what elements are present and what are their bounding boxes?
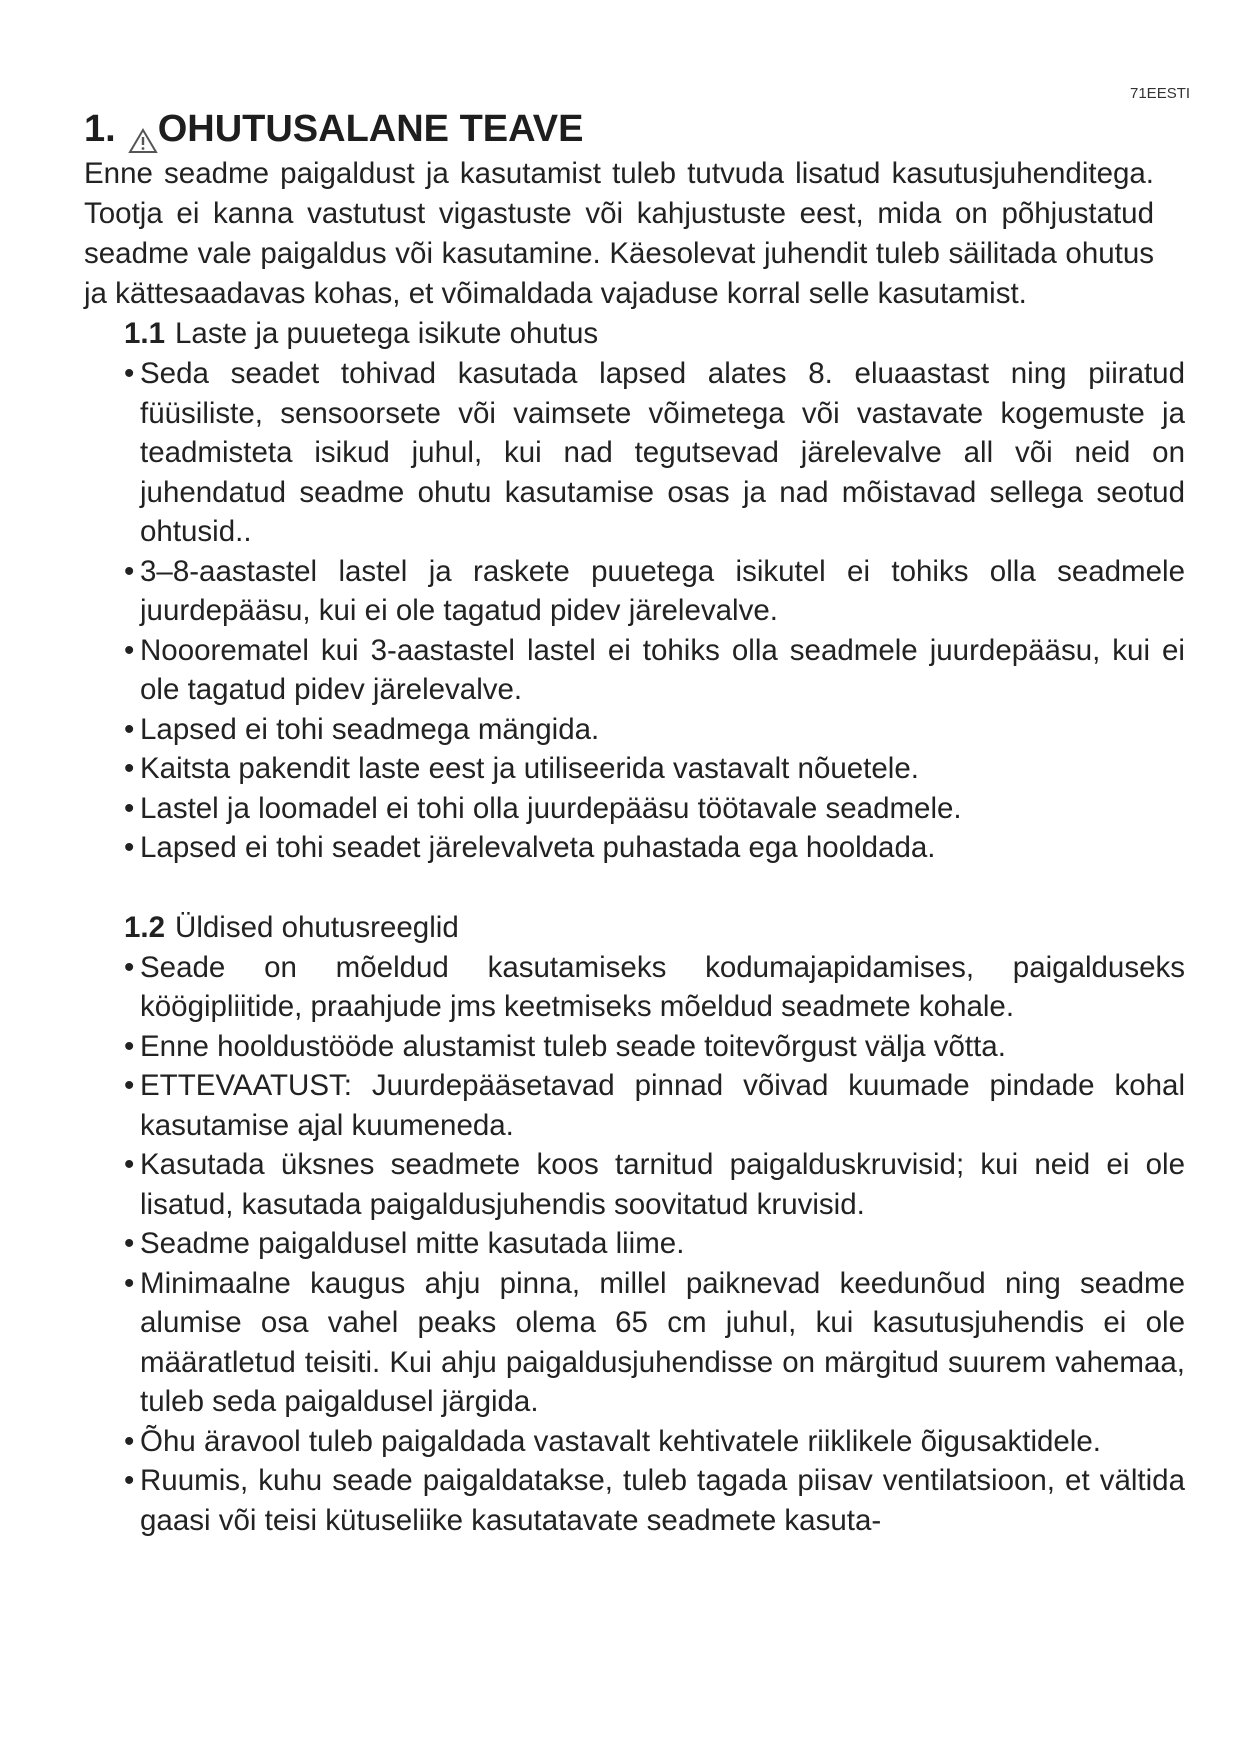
list-item: • ETTEVAATUST: Juurdepääsetavad pinnad võivad kuumade pindade kohal kasutamise ajal kuumeneda. (124, 1069, 1185, 1142)
section-child-safety (84, 314, 1184, 868)
list-item: • Seade on mõeldud kasutamiseks kodumajapidamises, paigalduseks köögipliitide, praahjude jms keetmiseks mõeldud seadmete kohale. (124, 950, 1185, 1023)
list-item: • Õhu äravool tuleb paigaldada vastavalt kehtivatele riiklikele õigusaktidele. (124, 1424, 1101, 1458)
list-item: • Kaitsta pakendit laste eest ja utiliseerida vastavalt nõuetele. (124, 752, 919, 785)
page-number: 71EESTI (1130, 85, 1191, 102)
section-title (84, 104, 1184, 154)
document-body (84, 104, 1184, 1540)
list-item: • Lapsed ei tohi seadmega mängida. (124, 712, 600, 746)
list-item: • Nooorematel kui 3-aastastel lastel ei tohiks olla seadmele juurdepääsu, kui ei ole tagatud pidev järelevalve. (124, 633, 1185, 706)
list-item: • Minimaalne kaugus ahju pinna, millel paiknevad keedunõud ning seadme alumise osa vahel peaks olema 65 cm juhul, kui kasutusjuhendis ei ole määratletud teisiti. Kui ahju paigaldusjuhendisse on märgitud suurem vahemaa, tuleb seda paigaldusel järgida. (124, 1266, 1185, 1418)
list-item: • 3–8-aastastel lastel ja raskete puuetega isikutel ei tohiks olla seadmele juurdepääsu, kui ei ole tagatud pidev järelevalve. (124, 554, 1185, 627)
intro-paragraph: Enne seadme paigaldust ja kasutamist tuleb tutvuda lisatud kasutusjuhenditega. Tootja ei kanna vastutust vigastuste või kahjustuste eest, mida on põhjustatud seadme vale paigaldus või kasutamine. Käesolevat juhendit tuleb säilitada ohutus ja kättesaadavas kohas, et võimaldada vajaduse korral selle kasutamist. (84, 157, 1154, 310)
subsection-heading (124, 908, 1184, 948)
list-item: • Ruumis, kuhu seade paigaldatakse, tuleb tagada piisav ventilatsioon, et vältida gaasi või teisi kütuseliike kasutatavate seadmete kasuta- (124, 1464, 1185, 1537)
section-title-number: 1. (84, 108, 116, 150)
list-item: • Lastel ja loomadel ei tohi olla juurdepääsu töötavale seadmele. (124, 791, 962, 825)
section-title-text: OHUTUSALANE TEAVE (157, 108, 584, 150)
subsection-number: 1.1 (124, 317, 166, 350)
subsection-number: 1.2 (124, 910, 166, 944)
warning-triangle-icon (128, 117, 158, 143)
bullet-list (124, 948, 1184, 1541)
list-item: • Kasutada üksnes seadmete koos tarnitud paigalduskruvisid; kui neid ei ole lisatud, kasutada paigaldusjuhendis soovitatud kruvisid. (124, 1148, 1185, 1221)
subsection-heading (124, 314, 1184, 354)
list-item: • Seda seadet tohivad kasutada lapsed alates 8. eluaastast ning piiratud füüsiliste, sensoorsete või vaimsete võimetega või vastavate kogemuste ja teadmisteta isikud juhul, kui nad tegutsevad järelevalve all või neid on juhendatud seadme ohutu kasutamise osas ja nad mõistavad sellega seotud ohtusid.. (124, 357, 1185, 548)
list-item: • Enne hooldustööde alustamist tuleb seade toitevõrgust välja võtta. (124, 1029, 1006, 1063)
section-general-safety (84, 908, 1184, 1541)
bullet-list (124, 354, 1184, 868)
list-item: • Lapsed ei tohi seadet järelevalveta puhastada ega hooldada. (124, 831, 936, 864)
list-item: • Seadme paigaldusel mitte kasutada liime. (124, 1227, 685, 1260)
subsection-title: Laste ja puuetega isikute ohutus (175, 317, 599, 350)
subsection-title: Üldised ohutusreeglid (175, 910, 459, 944)
